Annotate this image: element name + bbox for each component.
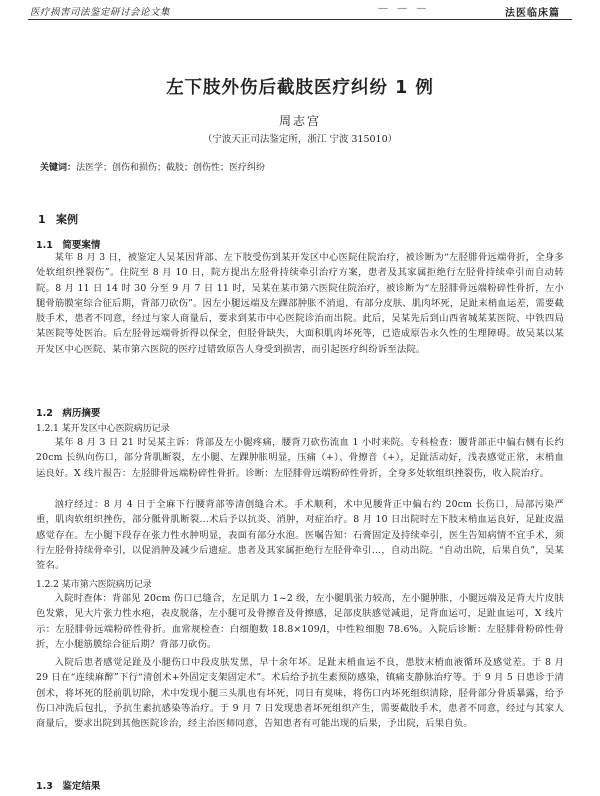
- section-heading-1: [38, 211, 78, 227]
- paragraph-case-summary: 某年 8 月 3 日，被鉴定人吴某因背部、左下肢受伤到某开发区中心医院住院治疗，被诊断为“左胫腓骨远端骨折，全身多处软组织挫裂伤”。住院至 8 月 10 日，院方提出左胫骨持续牵引治疗方案，患者及其家属拒绝行左胫骨持续牵引而自动转院。8 月 11 日 14 时 30 分至 9 月 7 日 11 时，吴某在某市第六医院住院治疗，被诊断为“左胫腓骨远端粉碎性骨折，左小腿骨筋膜室综合征后期，背部刀砍伤”。因左小腿远端及左踝部肿胀不消退，有部分皮肤、肌肉坏死，足趾末梢血运差，需要截肢手术，患者不同意，经过与家人商量后，要求到某市中心医院诊治而出院。此后，吴某先后到山西省城某某医院、中铁四局某医院等处医治。后左胫骨远端骨折得以保全，但胫骨缺失，大面积肌肉坏死等，已造成原告永久性的生理障碍。故吴某以某开发区中心医院、某市第六医院的医疗过错致原告人身受到损害，而引起医疗纠纷诉至法院。: [36, 252, 564, 355]
- affiliation: （宁波天正司法鉴定所，浙江 宁波 315010）: [202, 134, 398, 145]
- keywords: [40, 160, 560, 173]
- header-rule: [28, 19, 572, 20]
- author: 周志宫: [278, 114, 321, 128]
- subsection-1-1: 1.1 简要案情: [36, 240, 101, 251]
- keywords-label: 关键词：: [40, 163, 77, 173]
- section-title: 案例: [56, 213, 78, 226]
- keywords-text: 法医学；创伤和损伤；截肢；创伤性；医疗纠纷: [76, 163, 266, 173]
- subsection-1-2-1: 1.2.1 某开发区中心医院病历记录: [36, 424, 170, 434]
- header-dashes: — — —: [378, 3, 430, 14]
- paragraph-hospital-b-course: 入院后患者感觉足趾及小腿伤口中段皮肤发黑，早十余年坏。足趾末梢血运不良，患肢末梢血液循环及感觉差。于 8 月 29 日在“连续麻醉”下行“清创术+外固定支架固定术”。术后给予抗生素预防感染，镇痛支静脉治疗等。于 9 月 5 日患诊于清创术，将坏死的胫前肌切除，术中发现小腿三头肌也有坏死，同日有臭味，将伤口内坏死组织清除，胫骨部分骨质暴露，给予伤口冲洗后包扎，予抗生素抗感染等治疗。于 9 月 7 日发现患者坏死组织产生，需要截肢手术，患者不同意，经过与其家人商量后，要求出院到其他医院诊治，经主治医师同意，告知患者有可能出现的后果，予出院，后果自负。: [36, 657, 564, 730]
- subsection-1-2-2: 1.2.2 某市第六医院病历记录: [36, 580, 152, 590]
- subsection-1-2: 1.2 病历摘要: [36, 408, 101, 419]
- page-header: [0, 0, 600, 22]
- paragraph-hospital-a-course: 汹疗经过：8 月 4 日于全麻下行腰背部等清创缝合术。手术顺利，术中见腰背正中偏右约 20cm 长伤口，局部污染严重，肌肉软组织挫伤，部分骶骨肌断裂…术后予以抗炎、消肿，对症治疗。8 月 10 日出院时左下肢末梢血运良好，足趾皮温感觉存在。左小腿下段存在张力性水肿明显，表面有部分水泡。医嘱告知：石膏固定及持续牵引，医生告知病情不宜手术，须行左胫骨持续骨牵引，以促消肿及减少后遗症。患者及其家属拒绝行左胫骨牵引…，自动出院。“自动出院，后果自负”，吴某签名。: [36, 499, 564, 572]
- section-number: 1: [38, 213, 46, 226]
- running-header-left: 医疗损害司法鉴定研讨会论文集: [30, 7, 171, 18]
- article-title: 左下肢外伤后截肢医疗纠纷 1 例: [166, 78, 434, 98]
- running-header-right: 法医临床篇: [505, 8, 560, 19]
- paragraph-hospital-a-admission: 某年 8 月 3 日 21 时吴某主诉：背部及左小腿疼痛，腰背刀砍伤流血 1 小时来院。专科检查：腰背部正中偏右侧有长约 20cm 长纵向伤口，部分背肌断裂，左小腿、左踝肿胀明显，压痛（+）、骨擦音（+），足趾活动好，浅表感觉正常，末梢血运良好。X 线片报告：左胫腓骨远端粉碎性骨折。诊断：左胫腓骨远端粉碎性骨折，全身多处软组织挫裂伤，收入院治疗。: [36, 437, 564, 479]
- paragraph-hospital-b-exam: 入院时查体：背部见 20cm 伤口已缝合，左足肌力 1~2 级，左小腿肌张力较高，左小腿肿胀，小腿远端及足背大片皮肤色发紫，见大片张力性水疱，表皮脱落，左小腿可及骨擦音及骨擦感，足部皮肤感觉减退，足背血运可，足趾血运可，X 线片示：左胫腓骨远端粉碎性骨折。血常规检查：白细胞数 18.8×109/l，中性粒细胞 78.6%。入院后诊断：左胫腓骨粉碎性骨折，左小腿筋膜综合征后期？背部刀砍伤。: [36, 593, 564, 650]
- subsection-1-3: 1.3 鉴定结果: [36, 781, 101, 792]
